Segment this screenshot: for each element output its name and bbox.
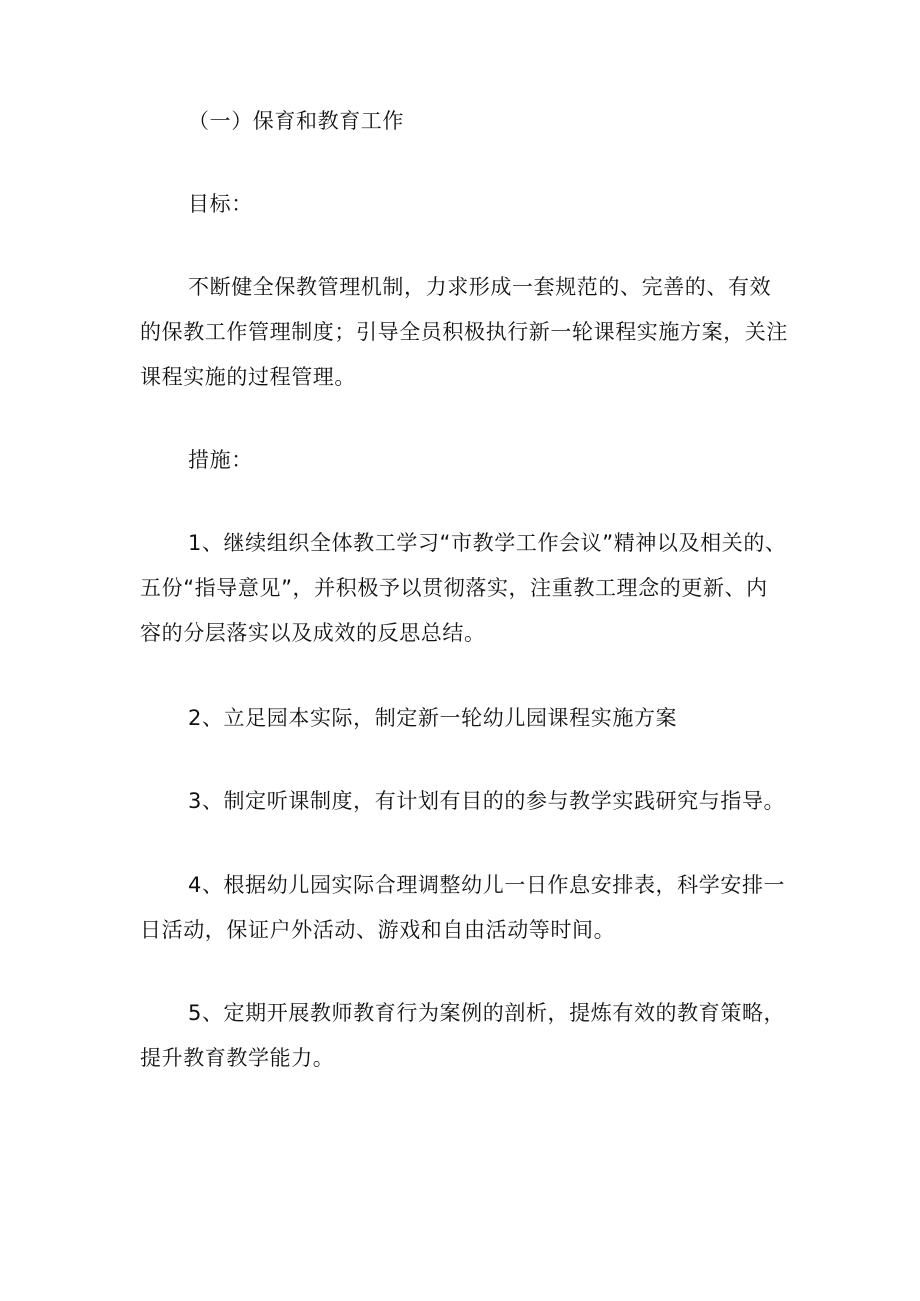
- item3-line-1: 3、制定听课制度，有计划有目的的参与教学实践研究与指导。: [188, 789, 786, 813]
- item4-line-2: 日活动，保证户外活动、游戏和自由活动等时间。: [140, 918, 616, 942]
- goal-paragraph-line-2: 的保教工作管理制度；引导全员积极执行新一轮课程实施方案，关注: [140, 320, 788, 344]
- measures-label: 措施：: [188, 448, 253, 472]
- item2-line-1: 2、立足园本实际，制定新一轮幼儿园课程实施方案: [188, 706, 678, 730]
- goal-paragraph-line-1: 不断健全保教管理机制，力求形成一套规范的、完善的、有效: [188, 275, 772, 299]
- item4-line-1: 4、根据幼儿园实际合理调整幼儿一日作息安排表，科学安排一: [188, 873, 786, 897]
- goal-paragraph-line-3: 课程实施的过程管理。: [140, 365, 356, 389]
- item5-line-2: 提升教育教学能力。: [140, 1046, 335, 1070]
- goal-label: 目标：: [188, 192, 253, 216]
- item1-line-1: 1、继续组织全体教工学习“市教学工作会议”精神以及相关的、: [188, 531, 787, 555]
- section-heading: （一）保育和教育工作: [188, 109, 404, 133]
- item1-line-2: 五份“指导意见”，并积极予以贯彻落实，注重教工理念的更新、内: [140, 576, 768, 600]
- item1-line-3: 容的分层落实以及成效的反思总结。: [140, 621, 486, 645]
- item5-line-1: 5、定期开展教师教育行为案例的剖析，提炼有效的教育策略，: [188, 1001, 786, 1025]
